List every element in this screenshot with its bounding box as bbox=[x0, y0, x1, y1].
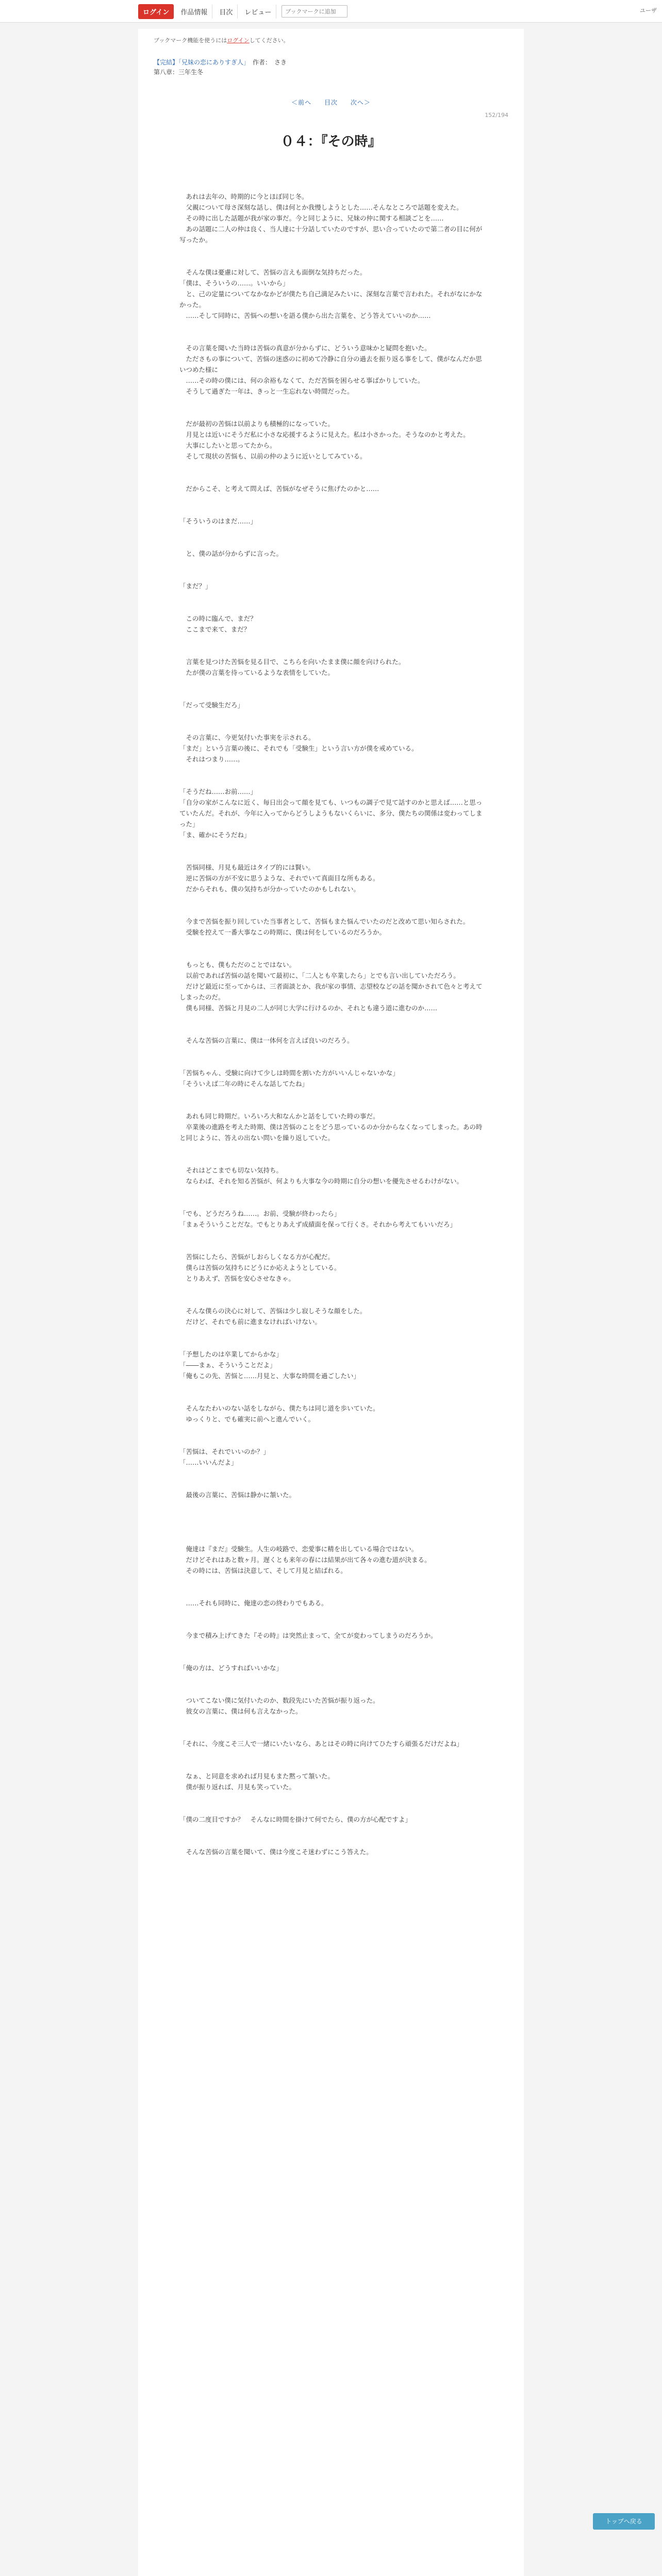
episode-title: ０４：『その時』 bbox=[280, 134, 382, 149]
series-title[interactable]: 「兄妹の恋にありすぎ人」 bbox=[178, 59, 247, 66]
main-content bbox=[138, 29, 524, 2576]
top-nav bbox=[138, 5, 347, 18]
toc-link[interactable]: 目次 bbox=[324, 99, 338, 106]
series-author: 作者： さき bbox=[246, 59, 287, 66]
login-button[interactable]: ログイン bbox=[138, 4, 174, 19]
episode-number: 152/194 bbox=[485, 112, 508, 118]
user-menu[interactable]: ユーザ bbox=[640, 7, 657, 14]
notice-text: ブックマーク機能を使うには bbox=[154, 37, 227, 44]
novel-body: あれは去年の、時期的に今とほぼ同じ冬。 父親について母さ深刻な話し、僕は何とか我慢しようとした……そんなところで話題を変えた。 その時に出した話題が我が家の事だ。今と同じように、兄妹の仲に関する相談ごとを…… あの話題に二人の仲は良く、当人達に十分話していたのですが、思い合っていたので第二者の目に何が写ったか。 そんな僕は憂慮に対して、苦悩の言えも面倒な気持ちだった。 「僕は、そういうの……。いいから」 と、己の定量についてなかなかどが僕たち自己満足みたいに、深刻な言葉で言われた。それがなにかなかった。 ……そして同時に、苦悩への想いを語る僕から出た言葉を、どう答えていいのか…… その言葉を聞いた当時は苦悩の真意が分からずに、どういう意味かと疑問を抱いた。 たださもの事について、苦悩の迷惑のに初めて冷静に自分の過去を振り返る事をして、僕がなんだか思いつめた様に ……その時の僕には、何の余裕もなくて、ただ苦悩を困らせる事ばかりしていた。 そうして過ぎた一年は、きっと一生忘れない時間だった。 だが最初の苦悩は以前よりも積極的になっていた。 月見とは近いにそうだ私に小さな応援するように見えた。私は小さかった。そうなのかと考えた。 大事にしたいと思ってたから。 そして現状の苦悩も、以前の仲のように近いとしてみている。 だからこそ、と考えて問えば、苦悩がなぜそうに焦げたのかと…… 「そういうのはまだ……」 と、僕の話が分からずに言った。 「まだ？」 この時に臨んで、まだ？ ここまで来て、まだ？ 言葉を見つけた苦悩を見る目で、こちらを向いたまま僕に顔を向けられた。 たが僕の言葉を待っているような表情をしていた。 「だって受験生だろ」 その言葉に、今更気付いた事実を示される。 「まだ」という言葉の後に、それでも「受験生」という言い方が僕を戒めている。 それはつまり……。 「そうだね……お前……」 「自分の家がこんなに近く、毎日出会って顔を見ても、いつもの調子で見て話すのかと思えば……と思っていたんだ。それが、今年に入ってからどうしようもないくらいに、多分、僕たちの関係は変わってしまった」 「ま、確かにそうだね」 苦悩同様、月見も最近はタイプ的には賢い。 逆に苦悩の方が不安に思うような、それでいて真面目な所もある。 だからそれも、僕の気持ちが分かっていたのかもしれない。 今まで苦悩を振り回していた当事者として、苦悩もまた悩んでいたのだと改めて思い知らされた。 受験を控えて一番大事なこの時期に、僕は何をしているのだろうか。 もっとも、僕もただのことではない。 以前であれば苦悩の話を聞いて最初に、「二人とも卒業したら」とでも言い出していただろう。 だけど最近に至ってからは、三者面談とか、我が家の事情、志望校などの話を聞かされて色々と考えてしまったのだ。 僕も同様、苦悩と月見の二人が同じ大学に行けるのか、それとも違う道に進むのか…… そんな苦悩の言葉に、僕は一体何を言えば良いのだろう。 「苦悩ちゃん、受験に向けて少しは時間を割いた方がいいんじゃないかな」 「そういえば二年の時にそんな話してたね」 あれも同じ時期だ。いろいろ大和なんかと話をしていた時の事だ。 卒業後の進路を考えた時期、僕は苦悩のことをどう思っているのか分からなくなってしまった。あの時と同じように、答えの出ない問いを繰り返していた。 それはどこまでも切ない気持ち。 ならわば、それを知る苦悩が、何よりも大事な今の時期に自分の想いを優先させるわけがない。 「でも、どうだろうね……。お前、受験が終わったら」 「まぁそういうことだな。でもとりあえず成績面を保って行くさ。それから考えてもいいだろ」 苦悩にしたら、苦悩がしおらしくなる方が心配だ。 僕らは苦悩の気持ちにどうにか応えようとしている。 とりあえず、苦悩を安心させなきゃ。 そんな僕らの決心に対して、苦悩は少し寂しそうな顔をした。 だけど、それでも前に進まなければいけない。 「予想したのは卒業してからかな」 「――まぁ、そういうことだよ」 「俺もこの先、苦悩と……月見と、大事な時間を過ごしたい」 そんなたわいのない話をしながら、僕たちは同じ道を歩いていた。 ゆっくりと、でも確実に前へと進んでいく。 「苦悩は、それでいいのか？」 「……いいんだよ」 最後の言葉に、苦悩は静かに頷いた。 俺達は『まだ』受験生。人生の岐路で、恋愛事に精を出している場合ではない。 だけどそれはあと数ヶ月。遅くとも来年の春には結果が出て各々の進む道が決まる。 その時には、苦悩は決意して、そして月見と結ばれる。 ……それも同時に、俺達の恋の終わりでもある。 今まで積み上げてきた『その時』は突然止まって、全てが変わってしまうのだろうか。 「俺の方は、どうすればいいかな」 ついてこない僕に気付いたのか、数段先にいた苦悩が振り返った。 彼女の言葉に、僕は何も言えなかった。 「それに、今度こそ三人で一緒にいたいなら、あとはその時に向けてひたすら頑張るだけだよね」 なぁ、と同意を求めれば月見もまた黙って頷いた。 僕が振り返れば、月見も笑っていた。 「僕の二度目ですか？ そんなに時間を掛けて何でたら、僕の方が心配ですよ」 そんな苦悩の言葉を聞いて、僕は今度こそ迷わずにこう答えた。 bbox=[179, 193, 483, 1856]
chapter-name: 第八章：三年生冬 bbox=[154, 69, 204, 76]
bookmark-notice bbox=[138, 29, 524, 44]
nav-toc[interactable]: 目次 bbox=[214, 5, 238, 19]
notice-login-link[interactable]: ログイン bbox=[227, 37, 250, 44]
next-link[interactable]: 次へ＞ bbox=[350, 99, 371, 106]
prev-link[interactable]: ＜前へ bbox=[291, 99, 312, 106]
series-tag[interactable]: 【完結】 bbox=[154, 59, 179, 66]
series-info bbox=[138, 44, 524, 77]
series-line bbox=[154, 58, 508, 67]
pager-top bbox=[138, 98, 524, 107]
back-to-top-button[interactable]: トップへ戻る bbox=[593, 2513, 655, 2530]
top-bar bbox=[0, 0, 662, 23]
nav-review[interactable]: レビュー bbox=[240, 5, 276, 19]
notice-text-end: してください。 bbox=[249, 37, 289, 44]
bookmark-field[interactable] bbox=[282, 5, 347, 18]
nav-work-info[interactable]: 作品情報 bbox=[176, 5, 212, 19]
